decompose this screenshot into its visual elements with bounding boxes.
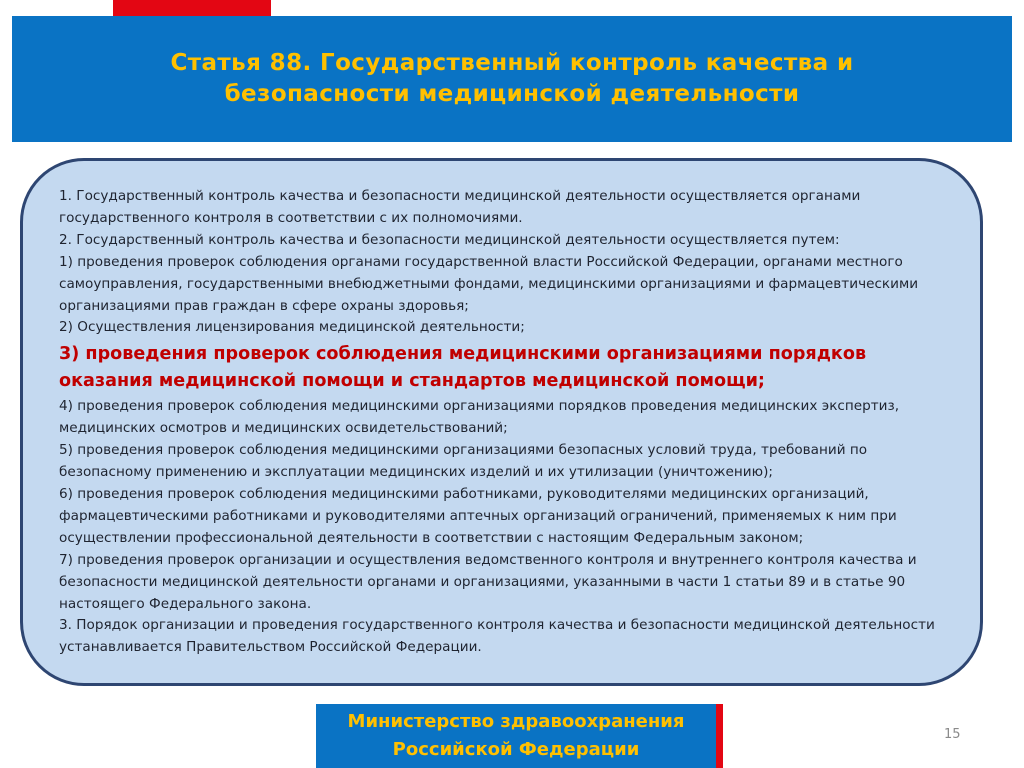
bottom-red-accent	[716, 704, 723, 768]
top-red-accent	[113, 0, 271, 16]
paragraph-2: 2. Государственный контроль качества и безопасности медицинской деятельности осуществляется путем:	[59, 231, 840, 248]
paragraph-3: 3. Порядок организации и проведения государственного контроля качества и безопасности медицинской деятельности устанавливается Правительством Российской Федерации.	[59, 617, 935, 656]
list-item-5: 5) проведения проверок соблюдения медицинскими организациями безопасных условий труда, требований по безопасному применению и эксплуатации медицинских изделий и их утилизации (уничтожению);	[59, 442, 868, 481]
list-item-2: 2) Осуществления лицензирования медицинской деятельности;	[59, 319, 525, 336]
title-bar	[12, 16, 1012, 142]
ministry-line-1: Министерство здравоохранения	[347, 711, 685, 732]
ministry-banner	[316, 704, 716, 768]
list-item-1: 1) проведения проверок соблюдения органами государственной власти Российской Федерации, органами местного самоуправления, государственными внебюджетными фондами, медицинскими организациями и фармацевтическими организациями прав граждан в сфере охраны здоровья;	[59, 253, 919, 314]
content-box	[20, 158, 983, 686]
list-item-7: 7) проведения проверок организации и осуществления ведомственного контроля и внутреннего контроля качества и безопасности медицинской деятельности органами и организациями, указанными в части 1 статьи 89 и в статье 90 настоящего Федерального закона.	[59, 551, 917, 612]
list-item-4: 4) проведения проверок соблюдения медицинскими организациями порядков проведения медицинских экспертиз, медицинских осмотров и медицинских освидетельствований;	[59, 398, 900, 437]
slide-title	[62, 48, 962, 110]
list-item-3-highlighted: 3) проведения проверок соблюдения медицинскими организациями порядков оказания медицинской помощи и стандартов медицинской помощи;	[59, 344, 867, 392]
title-line-1: Статья 88. Государственный контроль качества и	[170, 50, 854, 76]
page-number: 15	[944, 727, 961, 742]
title-line-2: безопасности медицинской деятельности	[224, 81, 800, 107]
paragraph-1: 1. Государственный контроль качества и безопасности медицинской деятельности осуществляется органами государственного контроля в соответствии с их полномочиями.	[59, 188, 861, 226]
ministry-line-2: Российской Федерации	[392, 739, 640, 760]
list-item-6: 6) проведения проверок соблюдения медицинскими работниками, руководителями медицинских организаций, фармацевтическими работниками и руководителями аптечных организаций ограничений, применяемых к ним при осуществлении профессиональной деятельности в соответствии с настоящим Федеральным законом;	[59, 485, 897, 546]
